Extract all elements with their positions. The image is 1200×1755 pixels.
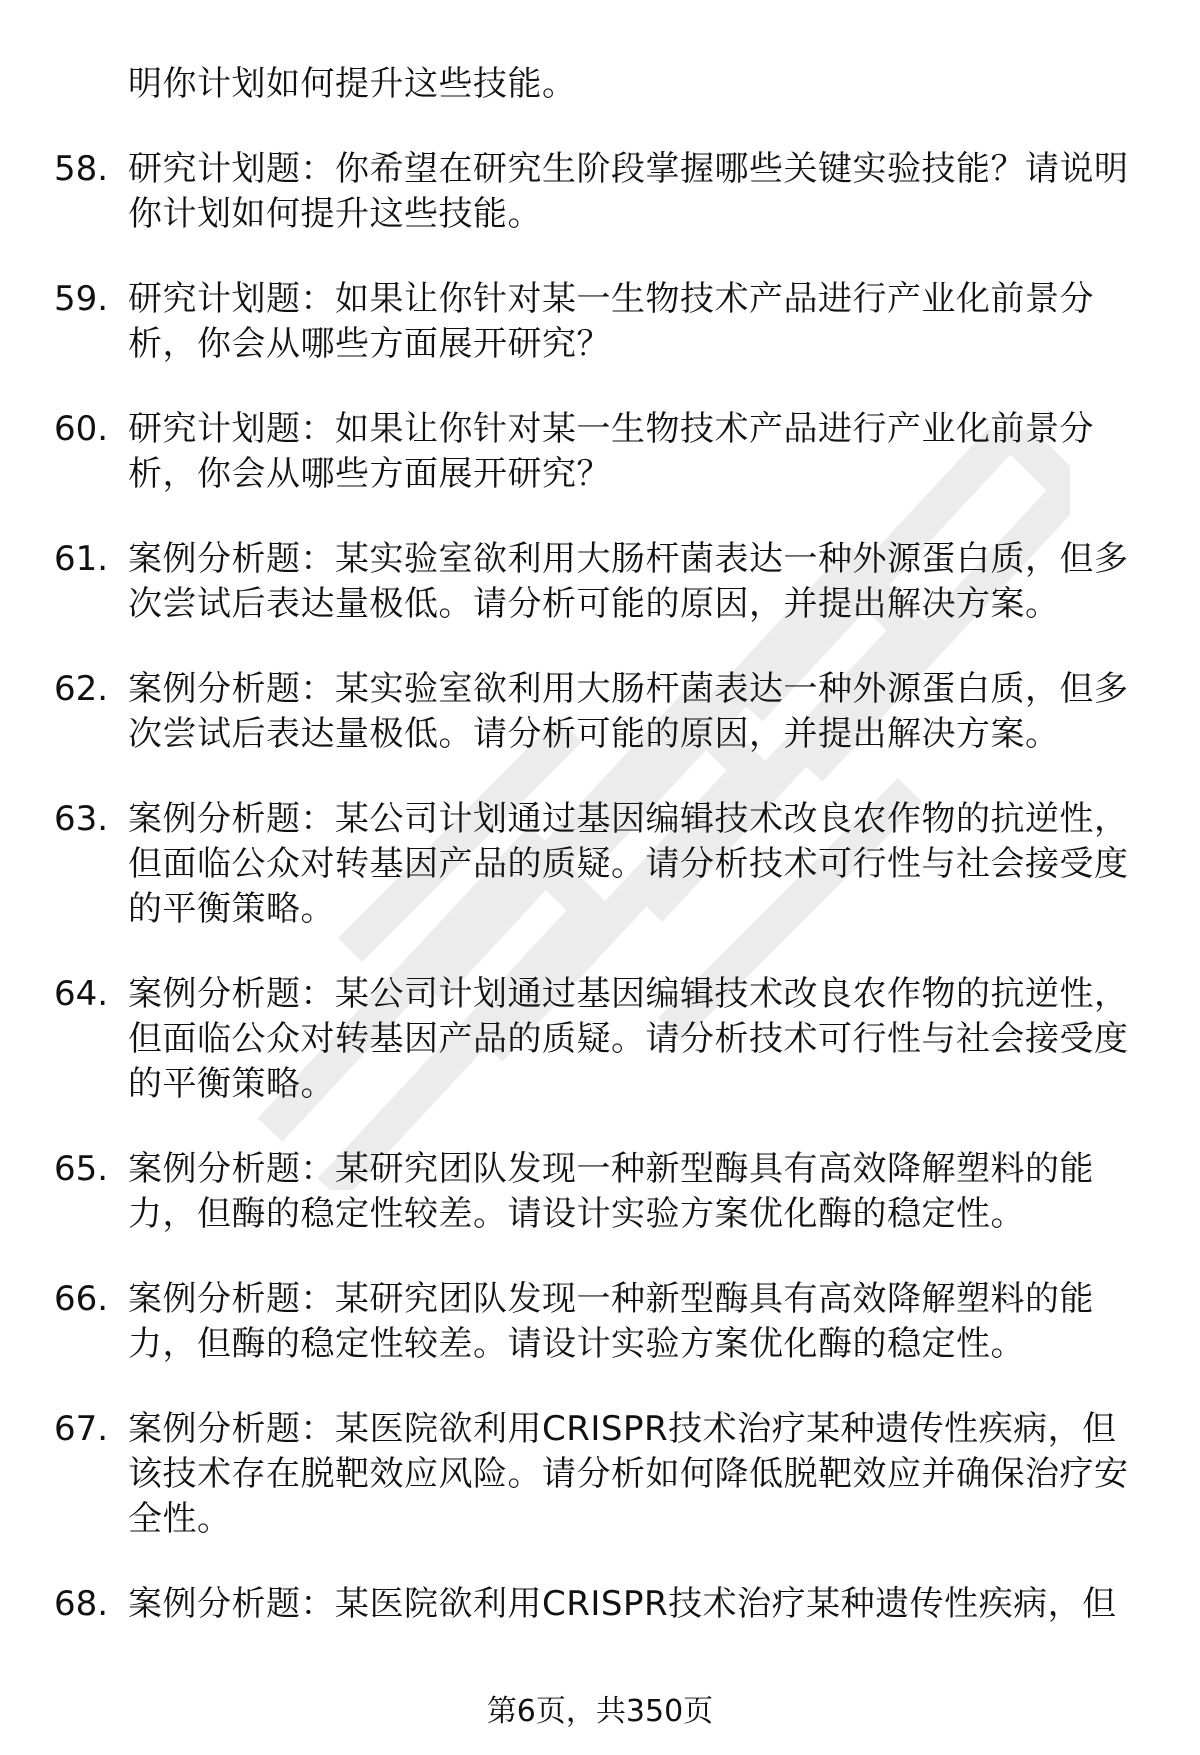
- list-item: [0, 1147, 1200, 1237]
- item-number: 63.: [54, 799, 109, 839]
- item-number: 65.: [54, 1149, 109, 1189]
- item-number: 60.: [54, 409, 109, 449]
- item-text: 案例分析题：某实验室欲利用大肠杆菌表达一种外源蛋白质，但多次尝试后表达量极低。请分析可能的原因，并提出解决方案。: [128, 539, 1129, 624]
- item-text: 研究计划题：如果让你针对某一生物技术产品进行产业化前景分析，你会从哪些方面展开研究？: [128, 279, 1094, 364]
- list-item: [0, 972, 1200, 1107]
- item-text: 案例分析题：某研究团队发现一种新型酶具有高效降解塑料的能力，但酶的稳定性较差。请设计实验方案优化酶的稳定性。: [128, 1149, 1094, 1234]
- list-item: [0, 537, 1200, 627]
- item-number: 68.: [54, 1584, 109, 1624]
- item-text: 案例分析题：某研究团队发现一种新型酶具有高效降解塑料的能力，但酶的稳定性较差。请设计实验方案优化酶的稳定性。: [128, 1279, 1094, 1364]
- item-text: 研究计划题：你希望在研究生阶段掌握哪些关键实验技能？请说明你计划如何提升这些技能。: [128, 149, 1129, 234]
- list-item: [0, 797, 1200, 932]
- page-footer: 第6页，共350页: [486, 1694, 714, 1729]
- item-number: 59.: [54, 279, 109, 319]
- list-item: [0, 667, 1200, 757]
- item-number: 64.: [54, 974, 109, 1014]
- list-item: [0, 1582, 1200, 1627]
- item-text: 案例分析题：某公司计划通过基因编辑技术改良农作物的抗逆性，但面临公众对转基因产品的质疑。请分析技术可行性与社会接受度的平衡策略。: [128, 974, 1129, 1104]
- item-number: 58.: [54, 149, 109, 189]
- item-text: 案例分析题：某医院欲利用CRISPR技术治疗某种遗传性疾病，但该技术存在脱靶效应风险。请分析如何降低脱靶效应并确保治疗安全性。: [128, 1409, 1129, 1539]
- list-item: [0, 147, 1200, 237]
- list-item: [0, 1277, 1200, 1367]
- item-number: 61.: [54, 539, 109, 579]
- item-number: 66.: [54, 1279, 109, 1319]
- item-text: 案例分析题：某公司计划通过基因编辑技术改良农作物的抗逆性，但面临公众对转基因产品的质疑。请分析技术可行性与社会接受度的平衡策略。: [128, 799, 1129, 929]
- continued-text: 明你计划如何提升这些技能。: [128, 64, 577, 104]
- list-item: [0, 277, 1200, 367]
- item-number: 62.: [54, 669, 109, 709]
- item-number: 67.: [54, 1409, 109, 1449]
- list-item: [0, 1407, 1200, 1542]
- question-list: [0, 62, 1200, 1667]
- item-text: 研究计划题：如果让你针对某一生物技术产品进行产业化前景分析，你会从哪些方面展开研究？: [128, 409, 1094, 494]
- item-text: 案例分析题：某实验室欲利用大肠杆菌表达一种外源蛋白质，但多次尝试后表达量极低。请分析可能的原因，并提出解决方案。: [128, 669, 1129, 754]
- list-item: [0, 407, 1200, 497]
- item-text: 案例分析题：某医院欲利用CRISPR技术治疗某种遗传性疾病，但: [128, 1584, 1117, 1624]
